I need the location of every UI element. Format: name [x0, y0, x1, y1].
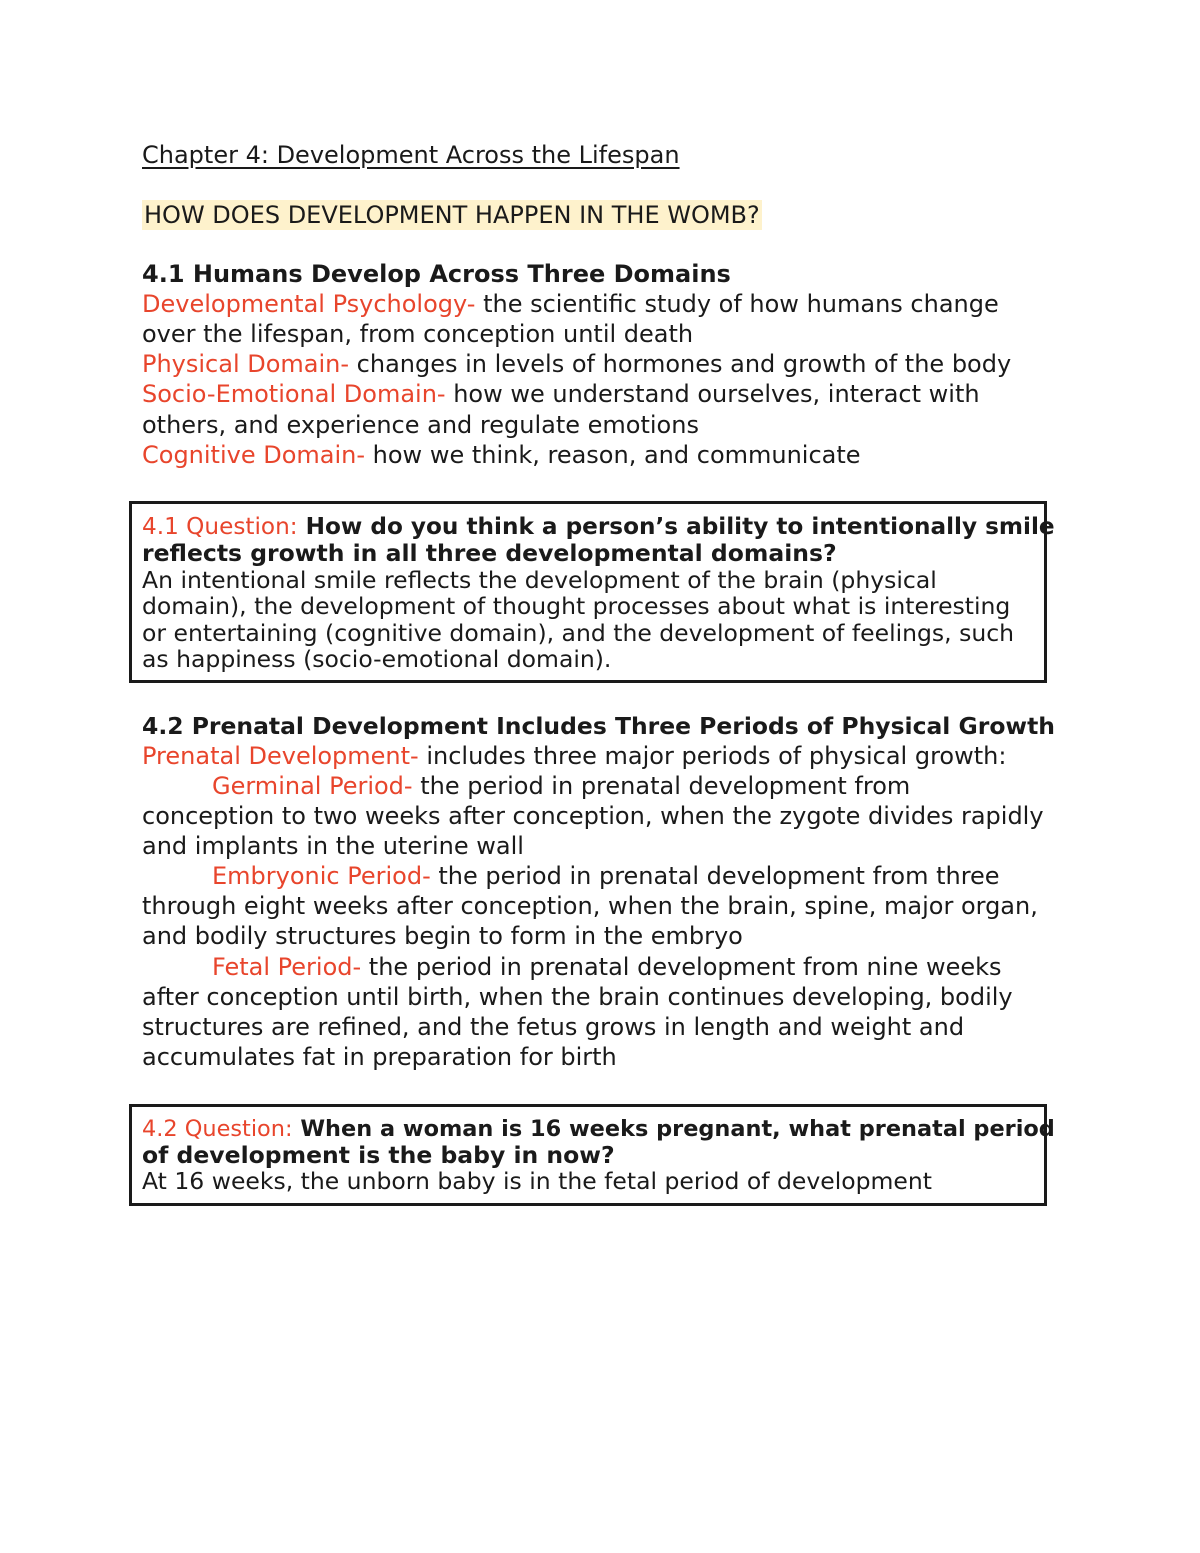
definition-text: includes three major periods of physical growth:	[418, 742, 1007, 770]
definition-text: changes in levels of hormones and growth of the body	[349, 350, 1012, 378]
answer-4-1-line-1: An intentional smile reflects the development of the brain (physical	[142, 566, 937, 594]
question-4-2	[142, 1116, 1055, 1142]
question-label-4-1: 4.1 Question:	[142, 513, 298, 540]
term-physical-domain: Physical Domain-	[142, 350, 350, 378]
definition-text: how we understand ourselves, interact with	[445, 380, 980, 408]
term-prenatal-development: Prenatal Development-	[142, 742, 419, 770]
def-germinal-period	[212, 771, 910, 801]
answer-4-1-line-4: as happiness (socio-emotional domain).	[142, 645, 612, 673]
def-germinal-period-cont-1: conception to two weeks after conception, when the zygote divides rapidly	[142, 802, 1044, 830]
def-embryonic-period-cont-2: and bodily structures begin to form in the embryo	[142, 922, 743, 950]
chapter-title: Chapter 4: Development Across the Lifespan	[142, 141, 680, 169]
question-text: How do you think a person’s ability to intentionally smile	[297, 513, 1055, 540]
def-fetal-period-cont-3: accumulates fat in preparation for birth	[142, 1043, 617, 1071]
def-fetal-period-cont-1: after conception until birth, when the brain continues developing, bodily	[142, 983, 1013, 1011]
section-heading-text: HOW DOES DEVELOPMENT HAPPEN IN THE WOMB?	[144, 201, 760, 229]
def-socio-emotional-domain-cont: others, and experience and regulate emotions	[142, 411, 699, 439]
answer-4-2-line-1: At 16 weeks, the unborn baby is in the fetal period of development	[142, 1167, 932, 1195]
question-4-1-cont: reflects growth in all three developmental domains?	[142, 539, 837, 567]
term-fetal-period: Fetal Period-	[212, 953, 362, 981]
def-physical-domain	[142, 349, 1011, 379]
answer-4-1-line-2: domain), the development of thought processes about what is interesting	[142, 592, 1011, 620]
def-prenatal-development	[142, 741, 1006, 771]
def-embryonic-period	[212, 861, 1000, 891]
question-label-4-2: 4.2 Question:	[142, 1116, 293, 1142]
def-developmental-psychology-cont: over the lifespan, from conception until death	[142, 320, 694, 348]
def-developmental-psychology	[142, 289, 999, 319]
term-cognitive-domain: Cognitive Domain-	[142, 441, 366, 469]
definition-text: the period in prenatal development from nine weeks	[361, 953, 1002, 981]
def-cognitive-domain	[142, 440, 861, 470]
heading-4-2: 4.2 Prenatal Development Includes Three Periods of Physical Growth	[142, 712, 1056, 740]
def-fetal-period	[212, 952, 1002, 982]
term-embryonic-period: Embryonic Period-	[212, 862, 431, 890]
term-socio-emotional-domain: Socio-Emotional Domain-	[142, 380, 446, 408]
def-germinal-period-cont-2: and implants in the uterine wall	[142, 832, 524, 860]
def-embryonic-period-cont-1: through eight weeks after conception, when the brain, spine, major organ,	[142, 892, 1038, 920]
definition-text: the scientific study of how humans change	[475, 290, 999, 318]
section-heading	[142, 200, 762, 230]
answer-4-1-line-3: or entertaining (cognitive domain), and the development of feelings, such	[142, 619, 1015, 647]
heading-4-1: 4.1 Humans Develop Across Three Domains	[142, 260, 731, 288]
definition-text: the period in prenatal development from three	[430, 862, 1000, 890]
definition-text: how we think, reason, and communicate	[365, 441, 861, 469]
term-germinal-period: Germinal Period-	[212, 772, 413, 800]
def-socio-emotional-domain	[142, 379, 980, 409]
question-4-1	[142, 514, 1055, 540]
def-fetal-period-cont-2: structures are refined, and the fetus grows in length and weight and	[142, 1013, 965, 1041]
question-text: When a woman is 16 weeks pregnant, what prenatal period	[292, 1116, 1055, 1142]
definition-text: the period in prenatal development from	[412, 772, 911, 800]
question-4-2-cont: of development is the baby in now?	[142, 1141, 615, 1169]
term-developmental-psychology: Developmental Psychology-	[142, 290, 476, 318]
